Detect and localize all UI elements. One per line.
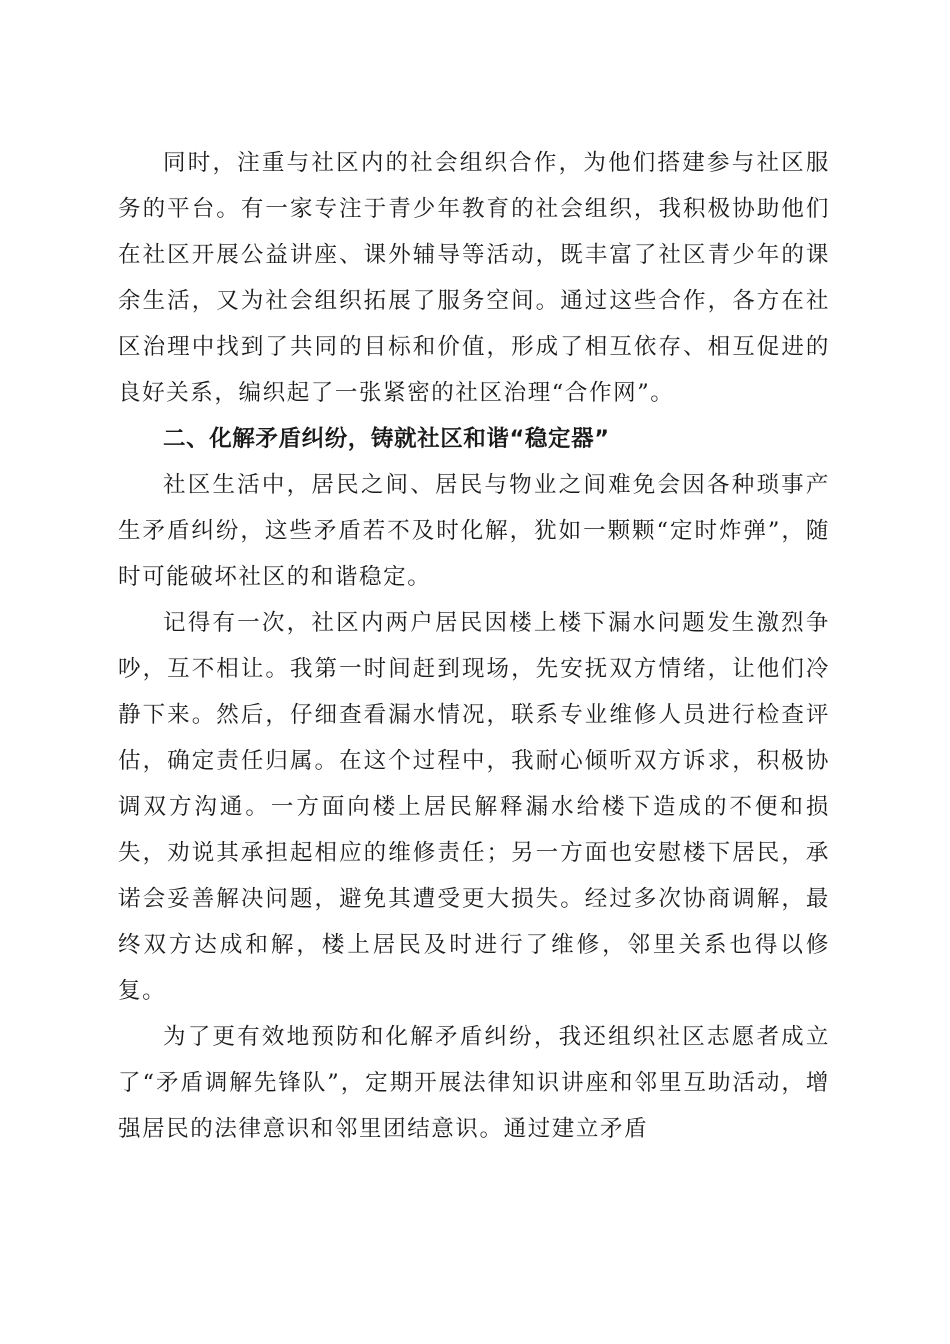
paragraph-mediation-team: 为了更有效地预防和化解矛盾纠纷，我还组织社区志愿者成立了“矛盾调解先锋队”，定期开展法律知识讲座和邻里互助活动，增强居民的法律意识和邻里团结意识。通过建立矛盾: [118, 1024, 830, 1142]
paragraph-conflicts-intro: 社区生活中，居民之间、居民与物业之间难免会因各种琐事产生矛盾纠纷，这些矛盾若不及时化解，犹如一颗颗“定时炸弹”，随时可能破坏社区的和谐稳定。: [118, 472, 830, 590]
section-heading-2: 二、化解矛盾纠纷，铸就社区和谐“稳定器”: [163, 426, 610, 452]
paragraph-water-leak-case: 记得有一次，社区内两户居民因楼上楼下漏水问题发生激烈争吵，互不相让。我第一时间赶到现场，先安抚双方情绪，让他们冷静下来。然后，仔细查看漏水情况，联系专业维修人员进行检查评估，确定责任归属。在这个过程中，我耐心倾听双方诉求，积极协调双方沟通。一方面向楼上居民解释漏水给楼下造成的不便和损失，劝说其承担起相应的维修责任；另一方面也安慰楼下居民，承诺会妥善解决问题，避免其遭受更大损失。经过多次协商调解，最终双方达成和解，楼上居民及时进行了维修，邻里关系也得以修复。: [118, 610, 830, 1004]
paragraph-cooperation: 同时，注重与社区内的社会组织合作，为他们搭建参与社区服务的平台。有一家专注于青少年教育的社会组织，我积极协助他们在社区开展公益讲座、课外辅导等活动，既丰富了社区青少年的课余生活，又为社会组织拓展了服务空间。通过这些合作，各方在社区治理中找到了共同的目标和价值，形成了相互依存、相互促进的良好关系，编织起了一张紧密的社区治理“合作网”。: [118, 150, 830, 406]
document-body: [118, 140, 830, 1152]
